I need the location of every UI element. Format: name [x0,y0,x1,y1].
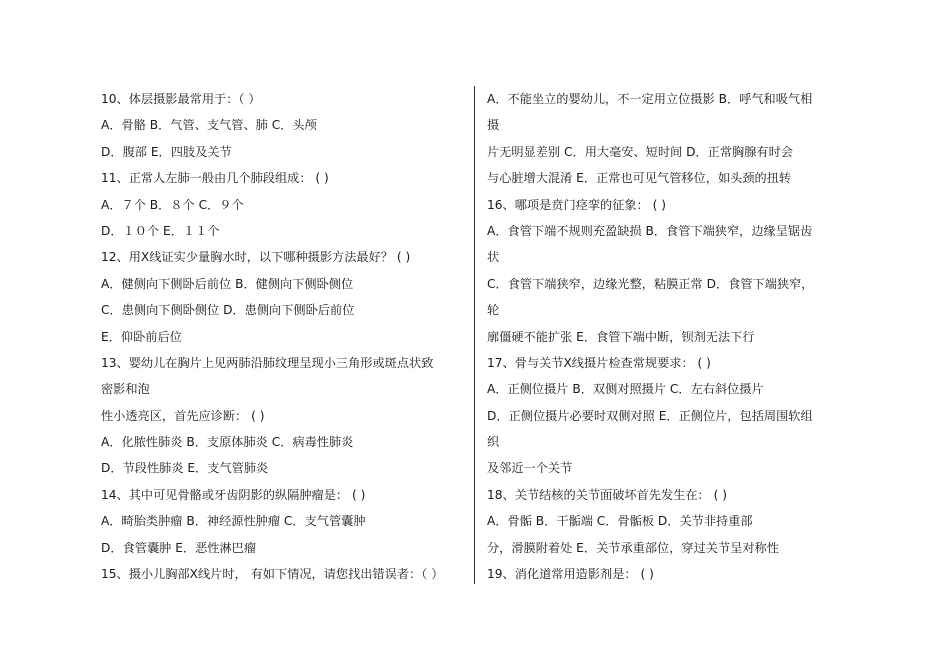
question-17-options-d-e: D．正侧位摄片必要时双侧对照 E．正侧位片，包括周围软组 [487,408,813,423]
question-16-options-line-1: A．食管下端不规则充盈缺损 B．食管下端狭窄，边缘呈锯齿 [487,223,813,238]
question-15-stem: 15、摄小儿胸部X线片时， 有如下情况，请您找出错误者：（ ） [101,567,444,582]
question-11-stem: 11、正常人左肺一般由几个肺段组成： ( ) [101,171,329,186]
question-12-stem: 12、用X线证实少量胸水时，以下哪种摄影方法最好？ ( ) [101,250,411,265]
question-14-stem: 14、其中可见骨骼或牙齿阴影的纵隔肿瘤是： ( ) [101,487,366,502]
question-17-options-a-c: A．正侧位摄片 B．双侧对照摄片 C．左右斜位摄片 [487,382,764,397]
question-18-options-line-1: A．骨骺 B．干骺端 C．骨骺板 D．关节非持重部 [487,514,753,529]
question-15-options-line-1: A．不能坐立的婴幼儿，不一定用立位摄影 B．呼气和吸气相 [487,92,813,106]
question-14-options-a-c: A．畸胎类肿瘤 B．神经源性肿瘤 C．支气管囊肿 [101,514,366,529]
right-column [487,86,855,587]
question-12-options-c-d: C．患侧向下侧卧侧位 D．患侧向下侧卧后前位 [101,303,355,318]
question-12-option-e: E．仰卧前后位 [101,329,182,344]
question-16-options-line-2: 状 [487,250,500,265]
question-18-options-line-2: 分，滑膜附着处 E．关节承重部位，穿过关节呈对称性 [487,540,779,555]
question-10-stem: 10、体层摄影最常用于：（ ） [101,92,261,106]
question-18-stem: 18、关节结核的关节面破坏首先发生在： ( ) [487,487,727,502]
question-15-options-line-2: 摄 [487,118,500,133]
question-17-options-line-4: 织 [487,435,500,450]
question-13-options-a-c: A．化脓性肺炎 B．支原体肺炎 C．病毒性肺炎 [101,435,354,450]
question-17-options-line-5: 及邻近一个关节 [487,461,573,476]
question-17-stem: 17、骨与关节X线摄片检查常规要求： ( ) [487,355,711,370]
question-15-options-line-3: 片无明显差别 C．用大毫安、短时间 D．正常胸腺有时会 [487,144,793,159]
question-10-options-a-c: A．骨骼 B．气管、支气管、肺 C．头颅 [101,118,317,133]
question-13-stem-line-2: 密影和泡 [101,382,150,397]
column-divider [474,86,475,584]
question-11-options-d-e: D．１０个 E．１１个 [101,223,220,238]
question-19-stem: 19、消化道常用造影剂是： ( ) [487,567,654,582]
question-16-stem: 16、哪项是贲门痉挛的征象： ( ) [487,197,667,212]
question-12-options-a-b: A．健侧向下侧卧后前位 B．健侧向下侧卧侧位 [101,276,354,291]
question-16-options-line-4: 轮 [487,303,500,318]
left-column [101,86,469,587]
question-10-options-d-e: D．腹部 E．四肢及关节 [101,144,232,159]
question-15-options-line-4: 与心脏增大混淆 E．正常也可见气管移位，如头颈的扭转 [487,171,792,186]
question-14-options-d-e: D．食管囊肿 E．恶性淋巴瘤 [101,540,257,555]
question-11-options-a-c: A．７个 B．８个 C．９个 [101,197,244,212]
question-13-options-d-e: D．节段性肺炎 E．支气管肺炎 [101,461,269,476]
question-16-options-line-5: 廓僵硬不能扩张 E．食管下端中断，钡剂无法下行 [487,329,755,344]
question-13-stem-line-1: 13、婴幼儿在胸片上见两肺沿肺纹理呈现小三角形或斑点状致 [101,355,434,370]
question-16-options-line-3: C．食管下端狭窄，边缘光整，粘膜正常 D．食管下端狭窄， [487,276,814,291]
question-13-stem-line-3: 性小透亮区，首先应诊断： ( ) [101,408,265,423]
